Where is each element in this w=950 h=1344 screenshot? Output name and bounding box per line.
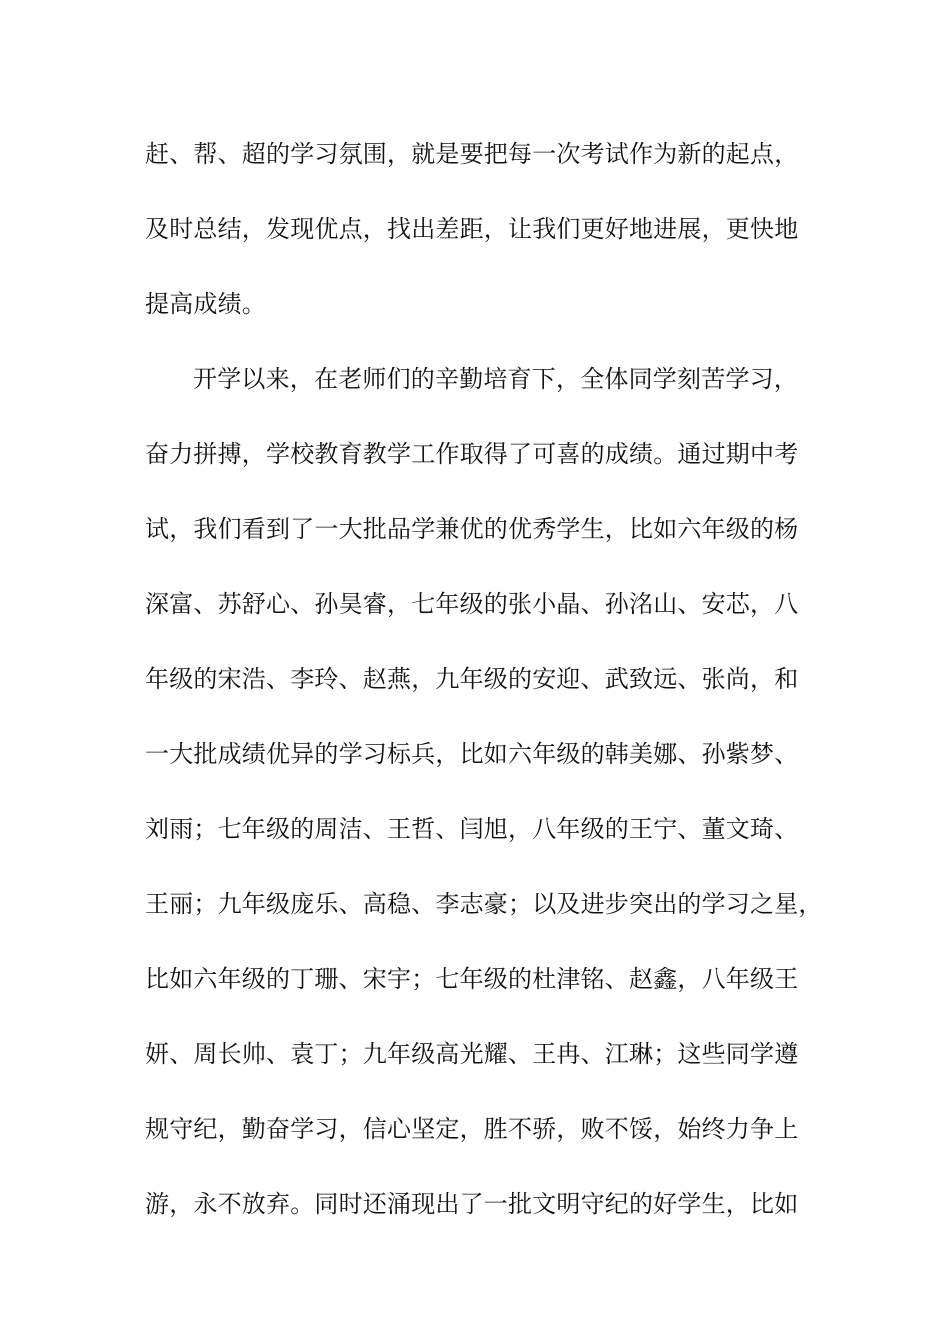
text-line: 一大批成绩优异的学习标兵，比如六年级的韩美娜、孙紫梦、 (145, 740, 799, 768)
text-line: 及时总结，发现优点，找出差距，让我们更好地进展，更快地 (145, 215, 799, 243)
text-line: 赶、帮、超的学习氛围，就是要把每一次考试作为新的起点， (145, 140, 799, 168)
text-line: 王丽；九年级庞乐、高稳、李志豪；以及进步突出的学习之星， (145, 890, 823, 918)
paragraph-first-line: 开学以来，在老师们的辛勤培育下，全体同学刻苦学习， (193, 365, 798, 393)
text-line: 妍、周长帅、袁丁；九年级高光耀、王冉、江琳；这些同学遵 (145, 1040, 799, 1068)
text-line: 奋力拼搏，学校教育教学工作取得了可喜的成绩。通过期中考 (145, 440, 799, 468)
document-body (145, 126, 825, 1251)
text-line: 刘雨；七年级的周洁、王哲、闫旭，八年级的王宁、董文琦、 (145, 815, 799, 843)
text-line: 游，永不放弃。同时还涌现出了一批文明守纪的好学生，比如 (145, 1190, 799, 1218)
text-line: 深富、苏舒心、孙昊睿，七年级的张小晶、孙洺山、安芯，八 (145, 590, 799, 618)
text-line: 试，我们看到了一大批品学兼优的优秀学生，比如六年级的杨 (145, 515, 799, 543)
text-line: 规守纪，勤奋学习，信心坚定，胜不骄，败不馁，始终力争上 (145, 1115, 799, 1143)
text-line: 比如六年级的丁珊、宋宇；七年级的杜津铭、赵鑫，八年级王 (145, 965, 799, 993)
text-line: 年级的宋浩、李玲、赵燕，九年级的安迎、武致远、张尚，和 (145, 665, 799, 693)
text-line: 提高成绩。 (145, 290, 266, 318)
